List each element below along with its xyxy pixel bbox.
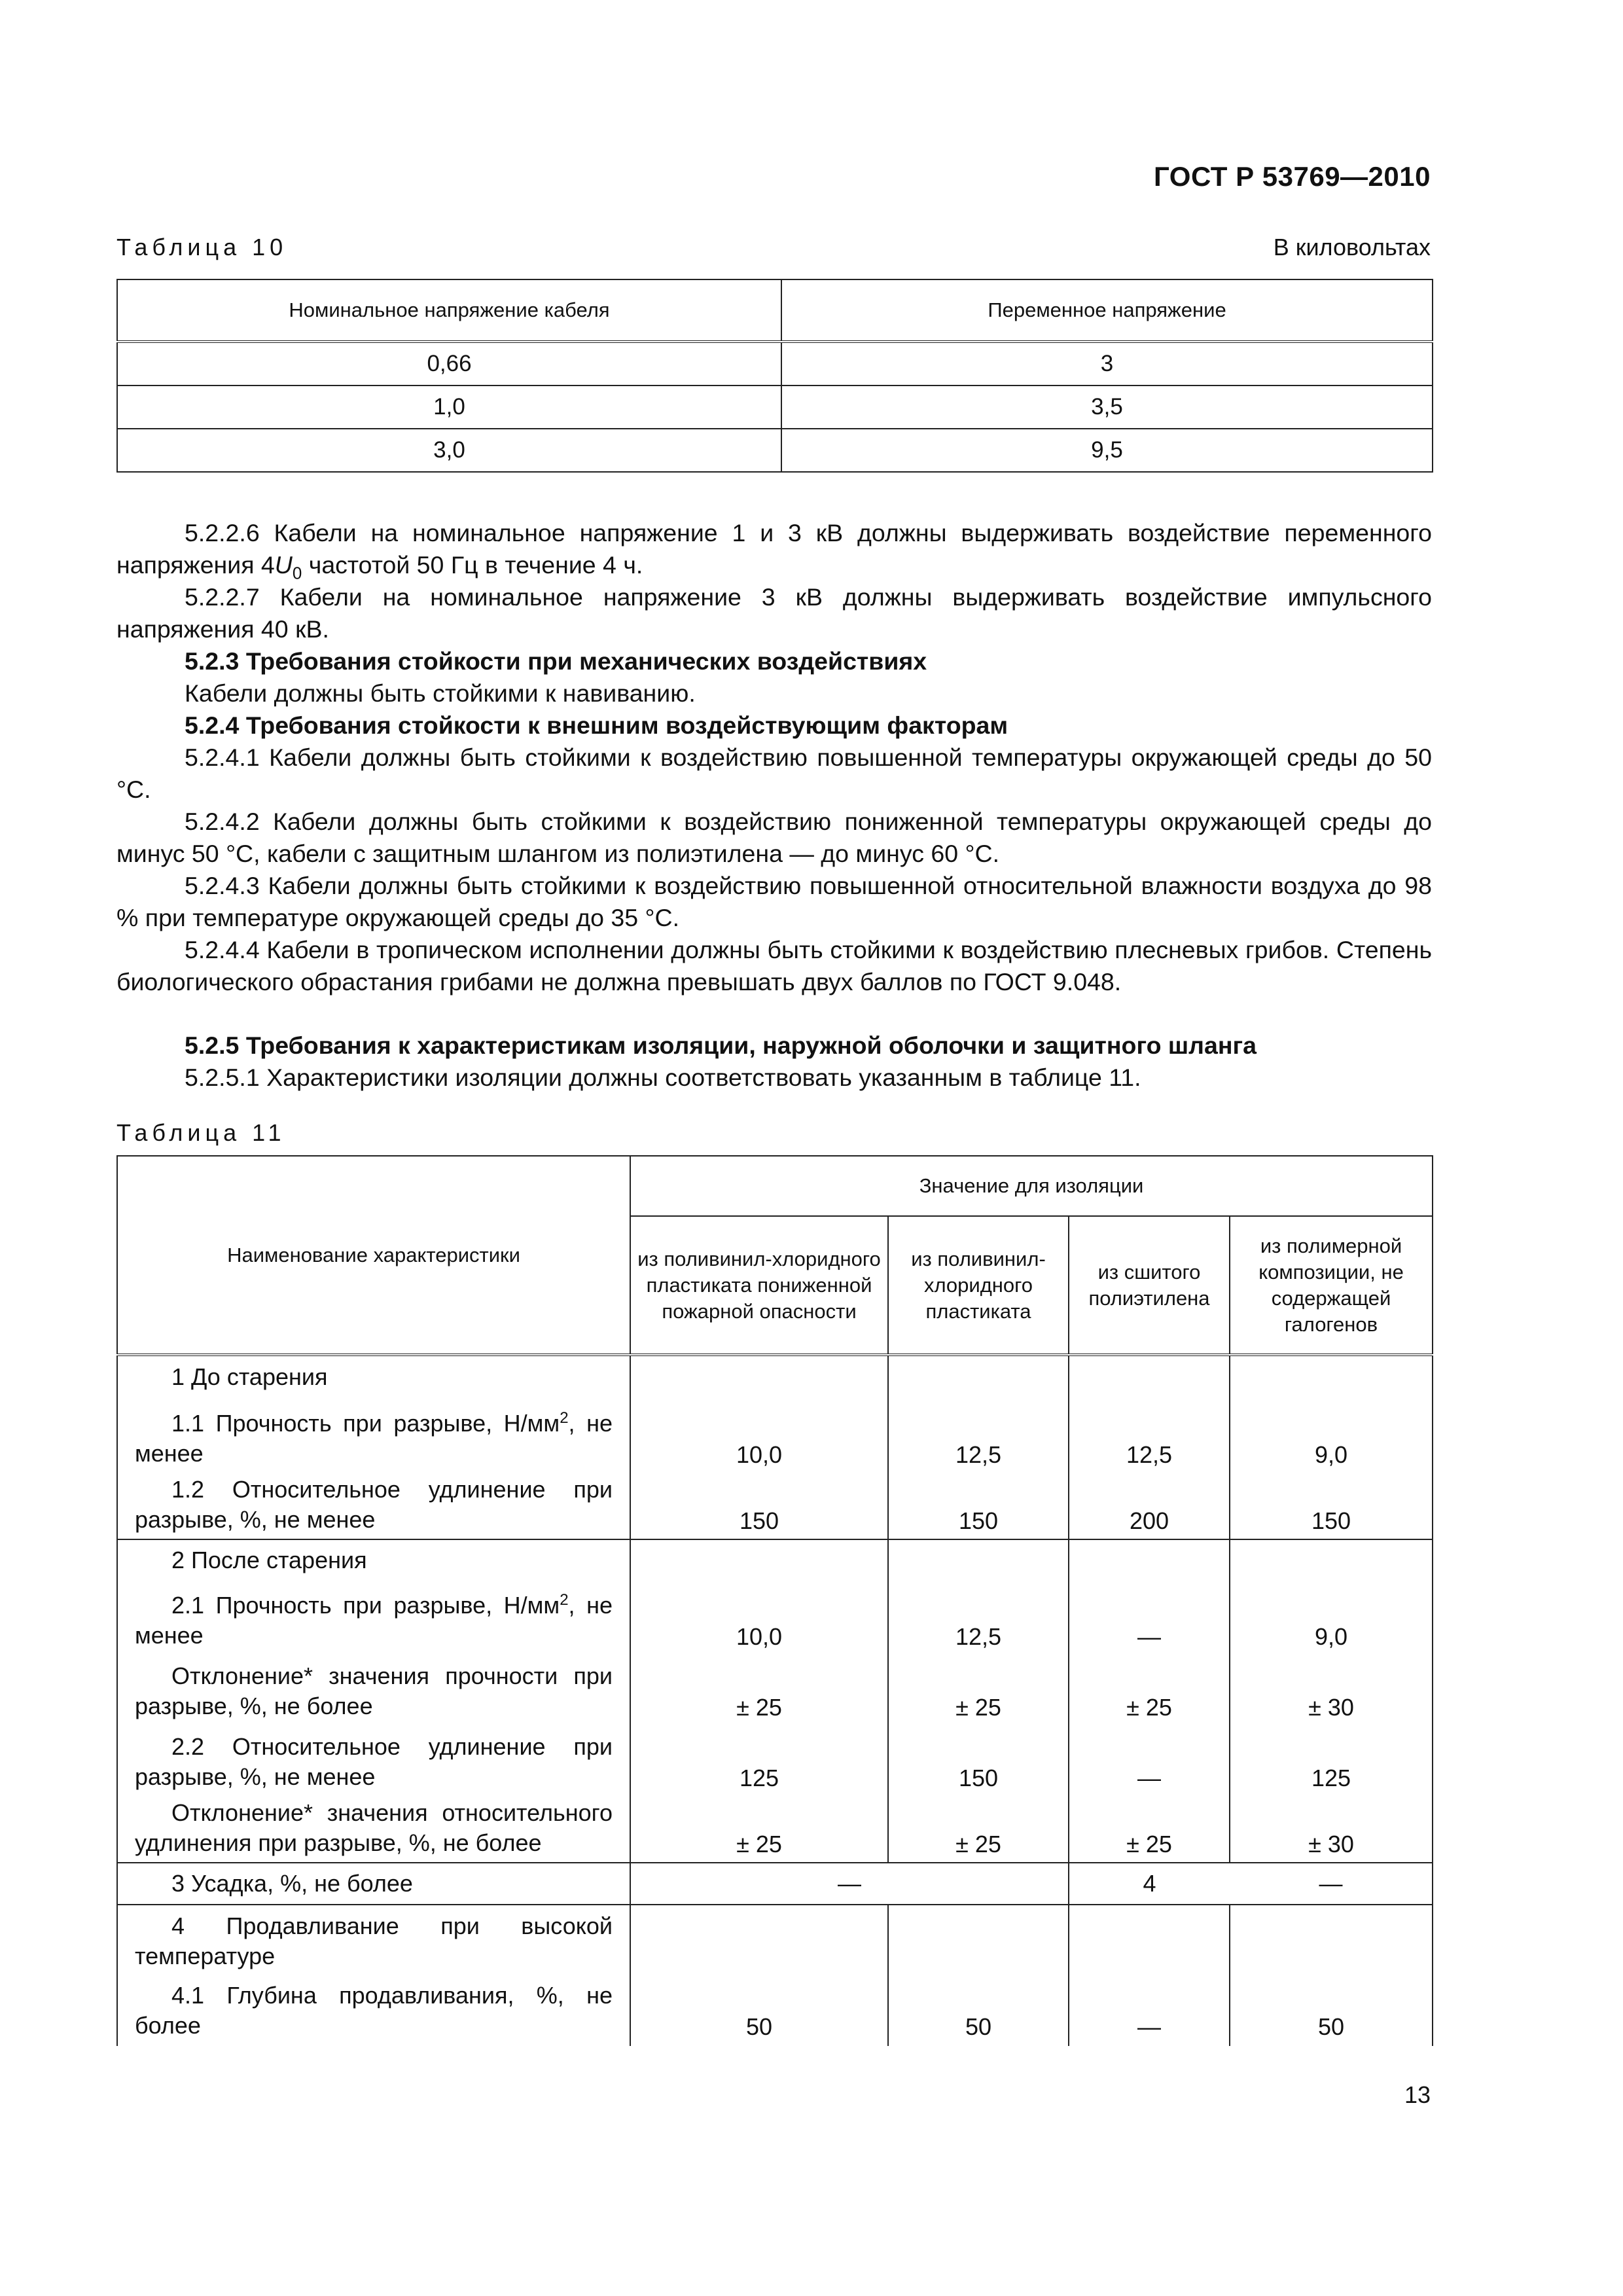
table-row: [117, 1355, 1433, 1398]
table11: [116, 1155, 1433, 2046]
table-cell: ± 25: [888, 1651, 1069, 1721]
paragraph-5-2-2-6: 5.2.2.6 Кабели на номинальное напряжение 1 и 3 кВ должны выдерживать воздействие переменного напряжения $4U_0$ частотой 50 Гц в течение 4 ч.: [116, 519, 1432, 583]
table-cell: 3,0: [117, 429, 781, 472]
table-row: [117, 1539, 1433, 1580]
table-cell: 150: [630, 1469, 888, 1539]
table-cell: 9,0: [1230, 1398, 1433, 1469]
table-cell: 125: [630, 1721, 888, 1792]
table-cell: 150: [1230, 1469, 1433, 1539]
table11-row-label: 3 Усадка, %, не более: [117, 1863, 630, 1905]
table-cell: 1,0: [117, 386, 781, 429]
table-row: [117, 429, 1433, 472]
table-row: [117, 1721, 1433, 1792]
table-cell: 9,5: [781, 429, 1433, 472]
table-cell: —: [1069, 1721, 1230, 1792]
table-cell: 50: [630, 1977, 888, 2046]
table10-header-cell: Номинальное напряжение кабеля: [117, 279, 781, 342]
page-number: 13: [1404, 2081, 1431, 2108]
table11-row-label: 1.1 Прочность при разрыве, $Н/мм^2$, не менее: [117, 1398, 630, 1469]
table-row: [117, 1977, 1433, 2046]
table-cell: 125: [1230, 1721, 1433, 1792]
table-row: [117, 1580, 1433, 1651]
table-cell: ± 30: [1230, 1792, 1433, 1863]
table-row: [117, 1905, 1433, 1977]
table-row: [117, 1863, 1433, 1905]
paragraph-5-2-2-7: 5.2.2.7 Кабели на номинальное напряжение 3 кВ должны выдерживать воздействие импульсного напряжения 40 кВ.: [116, 583, 1432, 643]
table11-row-label: Отклонение* значения прочности при разрыве, %, не более: [117, 1651, 630, 1721]
table11-group-title: 2 После старения: [117, 1539, 630, 1580]
table-cell: 9,0: [1230, 1580, 1433, 1651]
table11-subheader-cell: из сшитого полиэтилена: [1069, 1216, 1230, 1355]
table10: [116, 279, 1433, 473]
table-cell: 0,66: [117, 342, 781, 386]
table-row: [117, 1651, 1433, 1721]
table-cell: 10,0: [630, 1398, 888, 1469]
table-cell: ± 25: [630, 1651, 888, 1721]
table-cell: 12,5: [888, 1580, 1069, 1651]
table-cell: 3,5: [781, 386, 1433, 429]
table11-group-title: 4 Продавливание при высокой температуре: [117, 1905, 630, 1977]
document-code: ГОСТ Р 53769—2010: [1154, 161, 1431, 192]
table-cell: ± 25: [1069, 1792, 1230, 1863]
table-cell: ± 25: [1069, 1651, 1230, 1721]
table11-caption: Таблица 11: [116, 1119, 286, 1146]
table-cell: 12,5: [888, 1398, 1069, 1469]
table-row: [117, 1469, 1433, 1539]
heading-5-2-4: 5.2.4 Требования стойкости к внешним воздействующим факторам: [185, 711, 1008, 739]
table-cell: 10,0: [630, 1580, 888, 1651]
table11-header-row: [117, 1156, 1433, 1216]
table-cell: 150: [888, 1721, 1069, 1792]
table11-row-label: 2.2 Относительное удлинение при разрыве, %, не менее: [117, 1721, 630, 1792]
table-cell: —: [1230, 1863, 1433, 1905]
table-row: [117, 1398, 1433, 1469]
table-cell: 150: [888, 1469, 1069, 1539]
table11-subheader-cell: из поливинил-хлоридного пластиката пониженной пожарной опасности: [630, 1216, 888, 1355]
paragraph-5-2-4-3: 5.2.4.3 Кабели должны быть стойкими к воздействию повышенной относительной влажности воздуха до 98 % при температуре окружающей среды до 35 °С.: [116, 872, 1432, 931]
table-cell: 4: [1069, 1863, 1230, 1905]
table-cell: ± 30: [1230, 1651, 1433, 1721]
table-cell: —: [630, 1863, 1069, 1905]
paragraph-5-2-5-1: 5.2.5.1 Характеристики изоляции должны соответствовать указанным в таблице 11.: [185, 1064, 1141, 1091]
table-cell: 3: [781, 342, 1433, 386]
table-row: [117, 1792, 1433, 1863]
table-cell: 200: [1069, 1469, 1230, 1539]
heading-5-2-3: 5.2.3 Требования стойкости при механических воздействиях: [185, 647, 927, 675]
table-row: [117, 386, 1433, 429]
table11-row-label: 1.2 Относительное удлинение при разрыве, %, не менее: [117, 1469, 630, 1539]
paragraph-5-2-4-4: 5.2.4.4 Кабели в тропическом исполнении должны быть стойкими к воздействию плесневых грибов. Степень биологического обрастания грибами не должна превышать двух баллов по ГОСТ 9.048.: [116, 936, 1432, 996]
heading-5-2-5: 5.2.5 Требования к характеристикам изоляции, наружной оболочки и защитного шланга: [185, 1031, 1257, 1059]
paragraph-5-2-4-1: 5.2.4.1 Кабели должны быть стойкими к воздействию повышенной температуры окружающей среды до 50 °С.: [116, 744, 1432, 803]
table-cell: 50: [888, 1977, 1069, 2046]
table10-caption: Таблица 10: [116, 234, 288, 260]
table11-header-group: Значение для изоляции: [630, 1156, 1433, 1216]
table10-units: В киловольтах: [1273, 234, 1431, 260]
table-row: [117, 342, 1433, 386]
table11-row-label: 4.1 Глубина продавливания, %, не более: [117, 1977, 630, 2046]
table-cell: 12,5: [1069, 1398, 1230, 1469]
table-cell: —: [1069, 1580, 1230, 1651]
table10-header-row: [117, 279, 1433, 342]
table11-subheader-cell: из полимерной композиции, не содержащей галогенов: [1230, 1216, 1433, 1355]
table-cell: —: [1069, 1977, 1230, 2046]
table11-row-label: 2.1 Прочность при разрыве, $Н/мм^2$, не менее: [117, 1580, 630, 1651]
table10-header-cell: Переменное напряжение: [781, 279, 1433, 342]
table11-group-title: 1 До старения: [117, 1355, 630, 1398]
paragraph-5-2-4-2: 5.2.4.2 Кабели должны быть стойкими к воздействию пониженной температуры окружающей среды до минус 50 °С, кабели с защитным шлангом из полиэтилена — до минус 60 °С.: [116, 808, 1432, 867]
table11-header-name: Наименование характеристики: [117, 1156, 630, 1355]
paragraph-5-2-3: Кабели должны быть стойкими к навиванию.: [185, 679, 696, 707]
table11-subheader-cell: из поливинил-хлоридного пластиката: [888, 1216, 1069, 1355]
table-cell: ± 25: [888, 1792, 1069, 1863]
table-cell: 50: [1230, 1977, 1433, 2046]
table-cell: ± 25: [630, 1792, 888, 1863]
table11-row-label: Отклонение* значения относительного удлинения при разрыве, %, не более: [117, 1792, 630, 1863]
